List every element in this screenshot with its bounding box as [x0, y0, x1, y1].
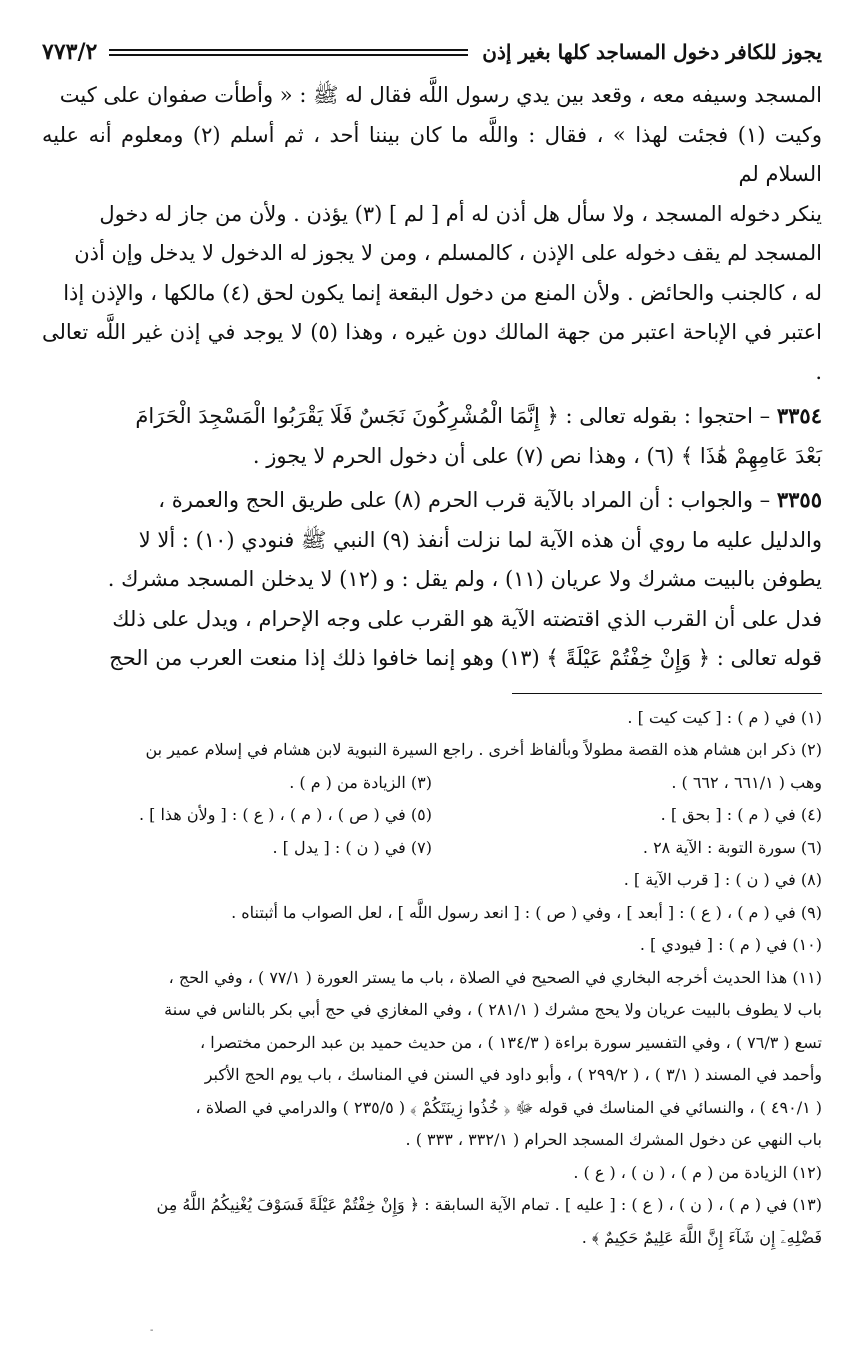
- footnotes: [42, 702, 822, 1255]
- issue-number: ٣٣٥٥: [776, 487, 822, 512]
- footnote: وهب ( ٦٦١/١ ، ٦٦٢ ) .: [671, 772, 822, 792]
- running-title: يجوز للكافر دخول المساجد كلها بغير إذن: [482, 40, 822, 64]
- body-line: – احتجوا : بقوله تعالى : ﴿ إِنَّمَا الْمُشْرِكُونَ نَجَسٌ فَلَا يَقْرَبُوا الْمَسْجِدَ الْحَرَامَ: [135, 404, 771, 428]
- page: [42, 30, 822, 1254]
- body-line: يطوفن بالبيت مشرك ولا عريان (١١) ، ولم يقل : و (١٢) لا يدخلن المسجد مشرك .: [107, 567, 822, 591]
- footnote: (٨) في ( ن ) : [ قرب الآية ] .: [623, 870, 822, 889]
- footnote-row: [42, 799, 822, 832]
- page-header: [42, 30, 822, 74]
- body-line: قوله تعالى : ﴿ وَإِنْ خِفْتُمْ عَيْلَةً ﴾ (١٣) وهو إنما خافوا ذلك إذا منعت العرب من الحج: [109, 646, 822, 670]
- paragraph-3355-line: [42, 480, 822, 521]
- body-line: فدل على أن القرب الذي اقتضته الآية هو القرب على وجه الإحرام ، ويدل على ذلك: [112, 606, 822, 631]
- footnote: (١٣) في ( م ) ، ( ن ) ، ( ع ) : [ عليه ] . تمام الآية السابقة : ﴿ وَإِنْ خِفْتُمْ عَيْلَةً فَسَوْفَ يُغْنِيكُمُ اللَّهُ مِن: [156, 1195, 822, 1214]
- body-line: له ، كالجنب والحائض . ولأن المنع من دخول البقعة إنما يكون لحق (٤) مالكها ، والإذن إذا: [63, 280, 822, 305]
- header-rule: [109, 49, 468, 56]
- body-line: – والجواب : أن المراد بالآية قرب الحرم (٨) على طريق الحج والعمرة ،: [158, 488, 771, 512]
- body-line: اعتبر في الإباحة اعتبر من جهة المالك دون غيره ، وهذا (٥) لا يوجد في إذن غير اللَّه تعالى .: [42, 320, 822, 384]
- main-text: [42, 76, 822, 679]
- footnote-separator: [512, 693, 822, 694]
- page-number: ٧٧٣/٢: [42, 39, 98, 65]
- footnote: (٧) في ( ن ) : [ يدل ] .: [272, 837, 432, 857]
- footnote: (٢) ذكر ابن هشام هذه القصة مطولاً وبألفاظ أخرى . راجع السيرة النبوية لابن هشام في إسلام عمير بن: [145, 740, 822, 759]
- footnote: (٥) في ( ص ) ، ( م ) ، ( ع ) : [ ولأن هذا ] .: [138, 805, 432, 824]
- body-line: والدليل عليه ما روي أن هذه الآية لما نزلت أنفذ (٩) النبي ﷺ فنودي (١٠) : ألا لا: [138, 527, 822, 552]
- footnote-row: [42, 832, 822, 865]
- footnote: (٦) سورة التوبة : الآية ٢٨ .: [642, 837, 822, 857]
- footnote: وأحمد في المسند ( ٣/١ ) ، ( ٢٩٩/٢ ) ، وأبو داود في السنن في المناسك ، باب يوم الحج الأكبر: [204, 1065, 822, 1084]
- footnote: (١١) هذا الحديث أخرجه البخاري في الصحيح في الصلاة ، باب ما يستر العورة ( ٧٧/١ ) ، وفي الحج ،: [168, 967, 822, 987]
- footnote: (٩) في ( م ) ، ( ع ) : [ أبعد ] ، وفي ( ص ) : [ انعد رسول اللَّه ] ، لعل الصواب ما أثبتناه .: [231, 902, 822, 922]
- footnote: (٣) الزيادة من ( م ) .: [289, 772, 432, 792]
- footnote: (٤) في ( م ) : [ بحق ] .: [660, 805, 822, 824]
- issue-number: ٣٣٥٤: [776, 403, 822, 428]
- footnote: ( ٤٩٠/١ ) ، والنسائي في المناسك في قوله ﷻ ﴿ خُذُوا زِينَتَكُمْ ﴾ ( ٢٣٥/٥ ) والدرامي في الصلاة ،: [195, 1097, 822, 1117]
- footnote: (١٠) في ( م ) : [ فيودي ] .: [639, 935, 822, 954]
- footnote: (١٢) الزيادة من ( م ) ، ( ن ) ، ( ع ) .: [573, 1162, 822, 1182]
- paragraph-3354-line: [42, 396, 822, 437]
- body-line: بَعْدَ عَامِهِمْ هَٰذَا ﴾ (٦) ، وهذا نص (٧) على أن دخول الحرم لا يجوز .: [252, 443, 822, 468]
- body-line: المسجد لم يقف دخوله على الإذن ، كالمسلم ، ومن لا يجوز له الدخول لا يدخل وإن أذن: [74, 241, 822, 265]
- body-line: وكيت (١) فجئت لهذا » ، فقال : واللَّه ما كان بيننا أحد ، ثم أسلم (٢) ومعلوم أنه عليه السلام لم: [42, 122, 823, 186]
- footnote: فَضْلِهِۦٓ إِن شَآءَ إِنَّ اللَّهَ عَلِيمٌ حَكِيمٌ ﴾ .: [581, 1227, 822, 1247]
- footnote: (١) في ( م ) : [ كيت كيت ] .: [627, 707, 822, 727]
- footnote-row: [42, 767, 822, 800]
- footnote: تسع ( ٧٦/٣ ) ، وفي التفسير سورة براءة ( ١٣٤/٣ ) ، من حديث حميد بن عبد الرحمن مختصرا ،: [200, 1032, 822, 1052]
- page-mark: -: [150, 1325, 154, 1336]
- footnote: باب النهي عن دخول المشرك المسجد الحرام ( ٣٣٢/١ ، ٣٣٣ ) .: [405, 1130, 822, 1149]
- body-line: ينكر دخوله المسجد ، ولا سأل هل أذن له أم [ لم ] (٣) يؤذن . ولأن من جاز له دخول: [99, 201, 822, 226]
- body-line: المسجد وسيفه معه ، وقعد بين يدي رسول اللَّه فقال له ﷺ : « وأطأت صفوان على كيت: [59, 83, 822, 107]
- footnote: باب لا يطوف بالبيت عريان ولا يحج مشرك ( ٢٨١/١ ) ، وفي المغازي في حج أبي بكر بالناس في سنة: [164, 1000, 822, 1019]
